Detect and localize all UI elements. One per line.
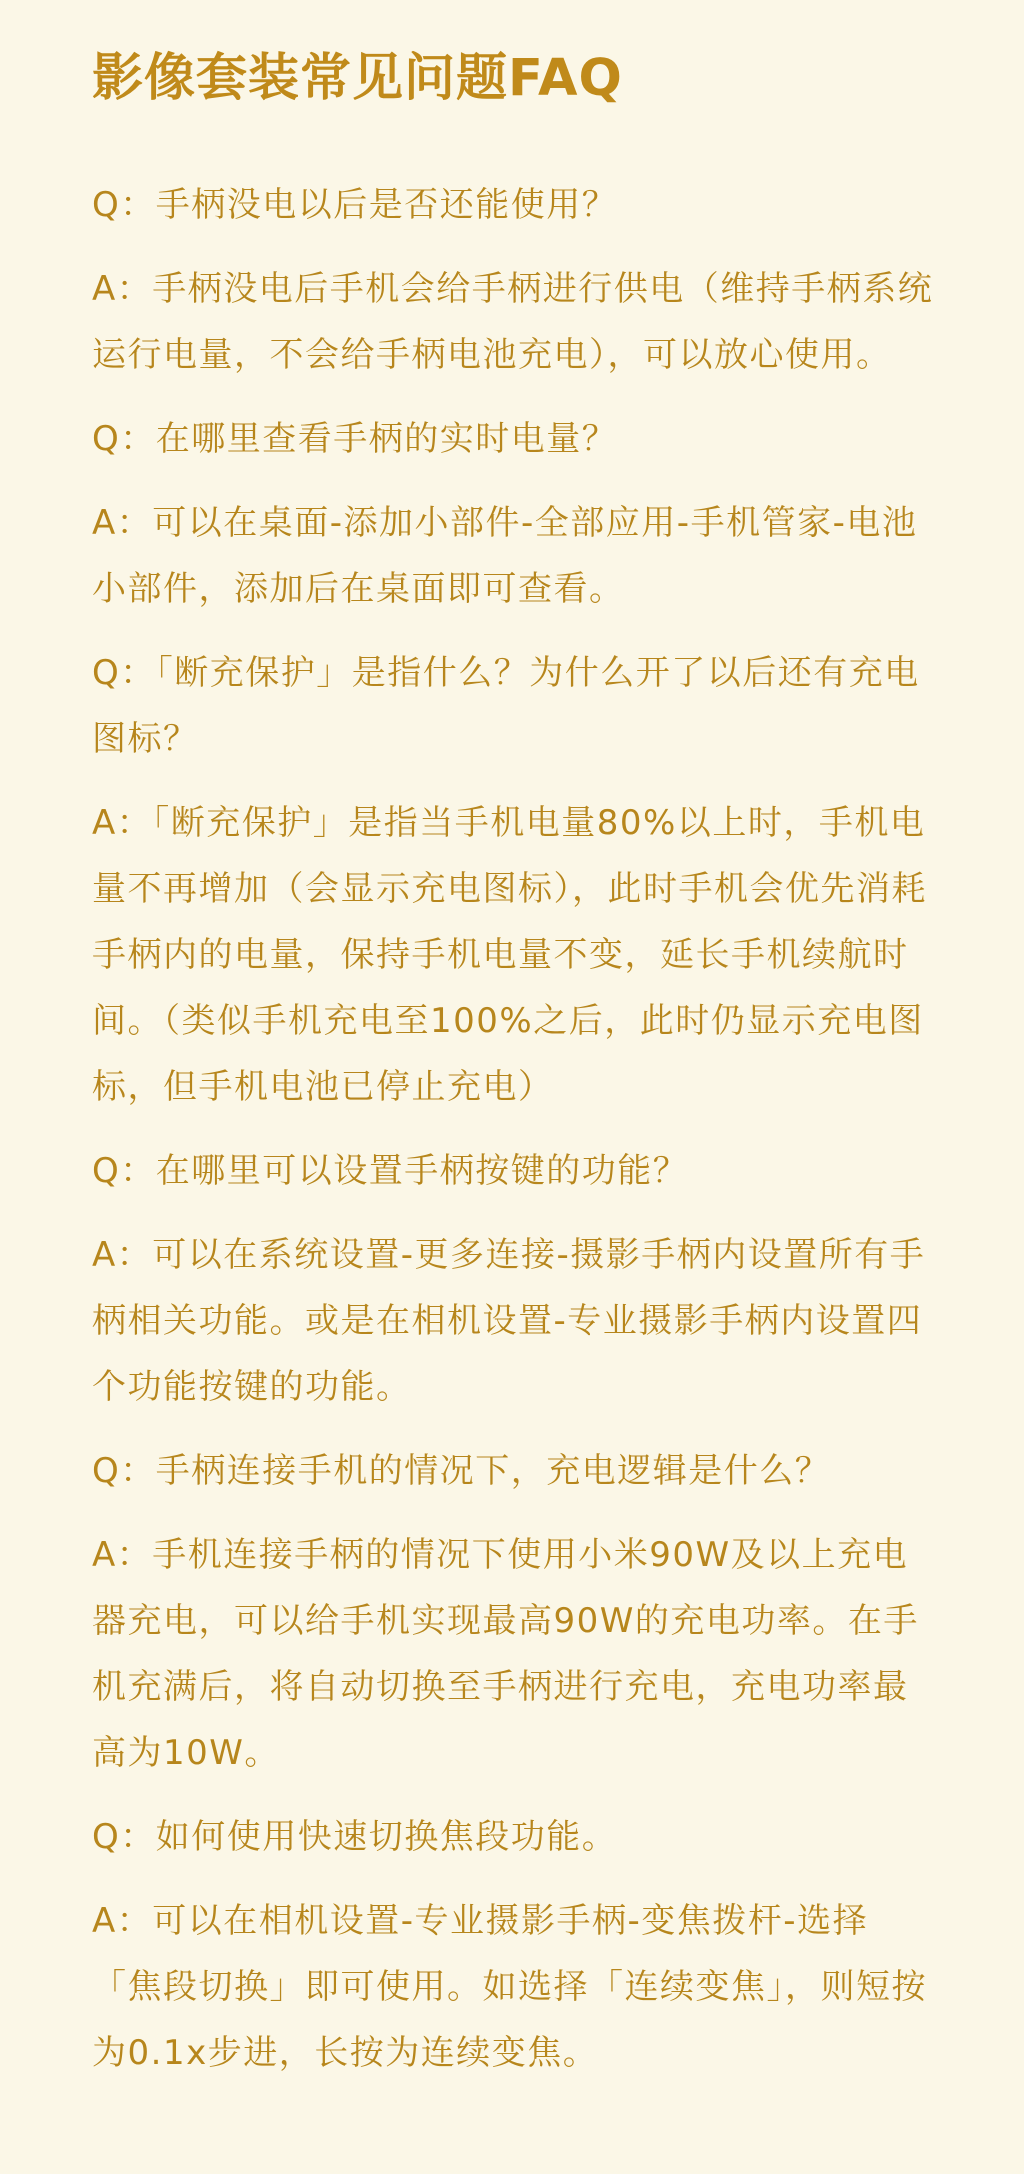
faq-answer-5: A：手机连接手柄的情况下使用小米90W及以上充电器充电，可以给手机实现最高90W的充电功率。在手机充满后，将自动切换至手柄进行充电，充电功率最高为10W。 xyxy=(92,1535,919,1773)
faq-item-5 xyxy=(92,1438,936,1786)
faq-item-4 xyxy=(92,1138,936,1420)
faq-answer-1: A：手柄没电后手机会给手柄进行供电（维持手柄系统运行电量，不会给手柄电池充电），可以放心使用。 xyxy=(92,269,934,375)
faq-item-2 xyxy=(92,406,936,622)
faq-answer-3: A：「断充保护」是指当手机电量80%以上时，手机电量不再增加（会显示充电图标），此时手机会优先消耗手柄内的电量，保持手机电量不变，延长手机续航时间。（类似手机充电至100%之后，此时仍显示充电图标，但手机电池已停止充电） xyxy=(92,803,927,1107)
faq-question-4: Q：在哪里可以设置手柄按键的功能？ xyxy=(92,1151,689,1191)
faq-question-2: Q：在哪里查看手柄的实时电量？ xyxy=(92,419,618,459)
faq-question-1: Q：手柄没电以后是否还能使用？ xyxy=(92,185,618,225)
faq-answer-4: A：可以在系统设置-更多连接-摄影手柄内设置所有手柄相关功能。或是在相机设置-专业摄影手柄内设置四个功能按键的功能。 xyxy=(92,1235,926,1407)
faq-answer-2: A：可以在桌面-添加小部件-全部应用-手机管家-电池小部件，添加后在桌面即可查看。 xyxy=(92,503,918,609)
faq-item-6 xyxy=(92,1804,936,2086)
faq-answer-6: A：可以在相机设置-专业摄影手柄-变焦拨杆-选择「焦段切换」即可使用。如选择「连续变焦」，则短按为0.1x步进，长按为连续变焦。 xyxy=(92,1901,927,2073)
page-title: 影像套装常见问题FAQ xyxy=(92,49,623,108)
faq-question-3: Q：「断充保护」是指什么？为什么开了以后还有充电图标？ xyxy=(92,653,920,759)
faq-question-5: Q：手柄连接手机的情况下，充电逻辑是什么？ xyxy=(92,1451,831,1491)
faq-item-3 xyxy=(92,640,936,1120)
faq-item-1 xyxy=(92,172,936,388)
faq-question-6: Q：如何使用快速切换焦段功能。 xyxy=(92,1817,618,1857)
